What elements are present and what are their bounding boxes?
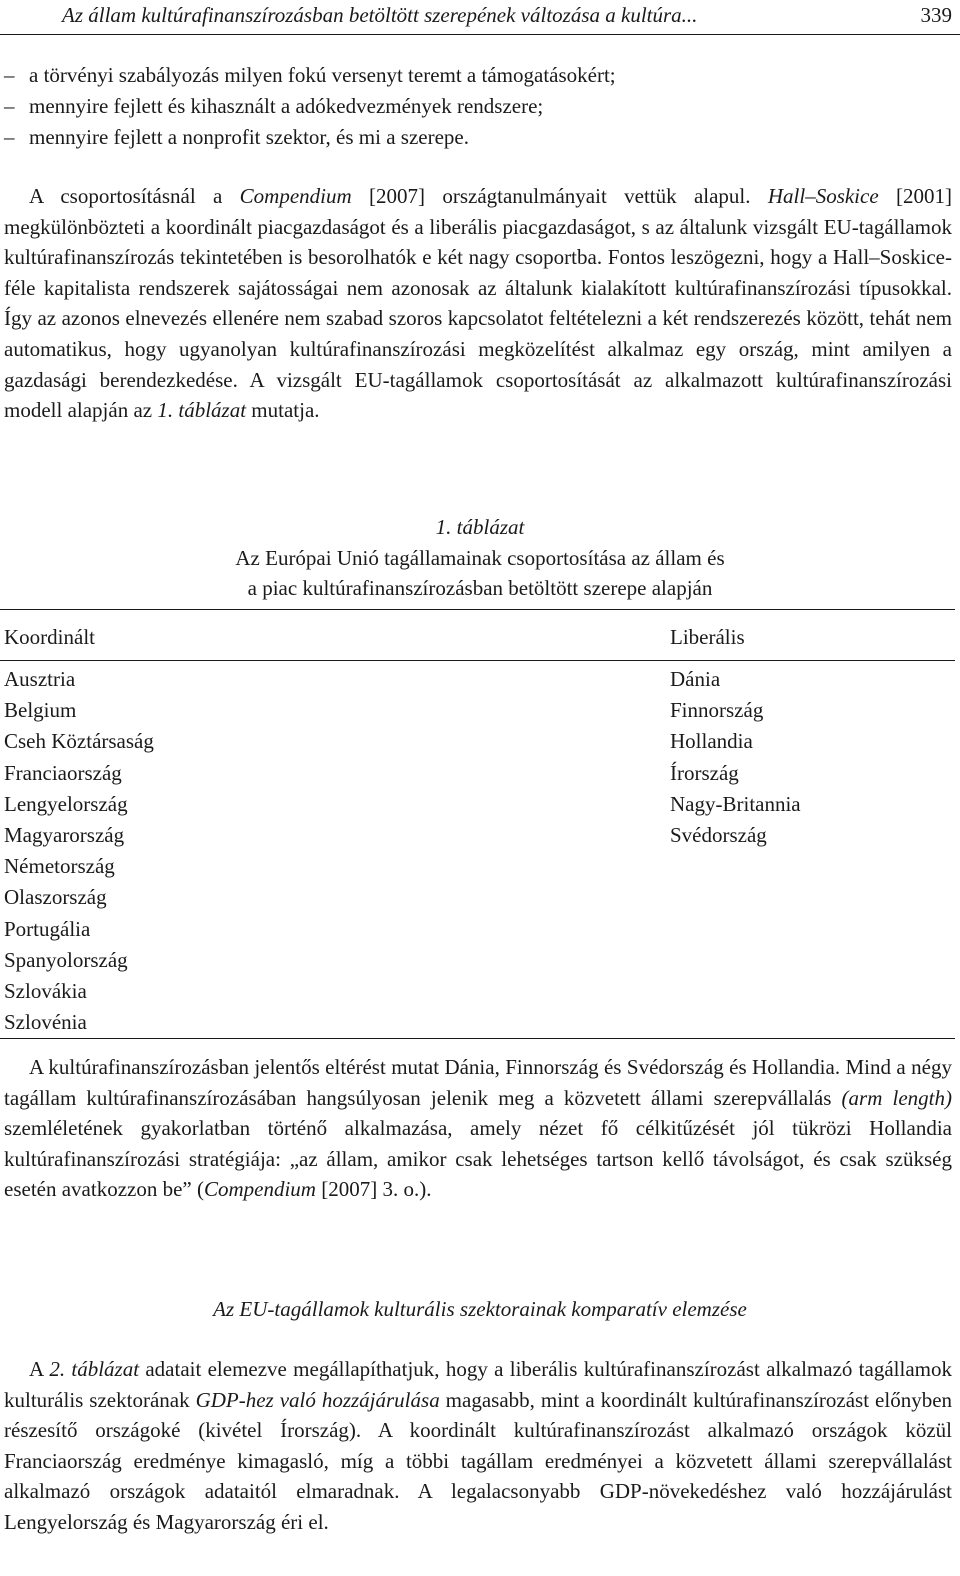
liberal-countries-list xyxy=(670,664,801,851)
table-cell-country: Szlovénia xyxy=(4,1010,87,1035)
section-heading: Az EU-tagállamok kulturális szektorainak komparatív elemzése xyxy=(213,1297,747,1321)
dash-bullet: – xyxy=(4,125,15,149)
table-reference: 2. táblázat xyxy=(49,1357,140,1381)
table-bottom-rule xyxy=(0,1038,955,1039)
list-item: – mennyire fejlett és kihasznált a adókedvezmények rendszere; xyxy=(4,91,954,122)
term-arm-length: (arm length) xyxy=(841,1085,952,1110)
page-number: 339 xyxy=(920,3,952,27)
table-cell-country: Svédország xyxy=(670,823,767,848)
criteria-list xyxy=(4,60,954,153)
coordinated-countries-list xyxy=(4,664,154,1038)
table-cell-country: Olaszország xyxy=(4,885,107,910)
table-top-rule xyxy=(0,609,955,610)
running-head xyxy=(0,0,960,35)
table-cell-country: Szlovákia xyxy=(4,979,87,1004)
table-title-line-2: a piac kultúrafinanszírozásban betöltött szerepe alapján xyxy=(247,576,713,600)
table-cell-country: Cseh Köztársaság xyxy=(4,729,154,754)
running-head-title: Az állam kultúrafinanszírozásban betöltött szerepének változása a kultúra... xyxy=(62,3,698,27)
table-cell-country: Hollandia xyxy=(670,729,753,754)
paragraph-gdp-contribution: A 2. táblázat adatait elemezve megállapíthatjuk, hogy a liberális kultúrafinanszírozást alkalmazó tagállamok kulturális szektorának GDP-hez való hozzájárulása magasabb, mint a koordinált kultúrafinanszírozást előnyben részesítő országoké (kivétel Írország). A koordinált kultúrafinanszírozást alkalmazó országok közül Franciaország eredménye kimagasló, míg a többi tagállam eredményei a közvetett állami szerepvállalást alkalmazó országok adataitól elmaradnak. A legalacsonyabb GDP-növekedéshez való hozzájárulást Lengyelország és Magyarország éri el. xyxy=(4,1357,953,1534)
citation-compendium: Compendium xyxy=(203,1177,316,1202)
table-header-rule xyxy=(0,660,955,661)
table-cell-country: Dánia xyxy=(670,667,721,691)
list-item: – a törvényi szabályozás milyen fokú versenyt teremt a támogatásokért; xyxy=(4,60,954,91)
table-cell-country: Ausztria xyxy=(4,667,76,691)
table-cell-country: Spanyolország xyxy=(4,947,128,972)
table-reference: 1. táblázat xyxy=(157,398,247,423)
list-item: – mennyire fejlett a nonprofit szektor, és mi a szerepe. xyxy=(4,122,954,153)
table-title-line-1: Az Európai Unió tagállamainak csoportosítása az állam és xyxy=(235,545,725,570)
citation-hall-soskice: Hall–Soskice xyxy=(767,184,879,208)
term-gdp-contribution: GDP-hez való hozzájárulása xyxy=(195,1387,440,1412)
citation-compendium: Compendium xyxy=(239,184,352,208)
dash-bullet: – xyxy=(4,94,15,118)
table-cell-country: Lengyelország xyxy=(4,791,128,816)
paragraph-grouping-basis: A csoportosításnál a Compendium [2007] országtanulmányait vettük alapul. Hall–Soskice [2001] megkülönbözteti a koordinált piacgazdaságot és a liberális piacgazdaságot, s az általunk vizsgált EU-tagállamok kultúrafinanszírozás tekintetében is besorolhatók e két nagy csoportba. Fontos leszögezni, hogy a Hall–Soskice-féle kapitalista rendszerek sajátosságai nem azonosak az általunk kialakított kultúrafinanszírozási típusokkal. Így az azonos elnevezés ellenére nem szabad szoros kapcsolatot feltételezni a két rendszerezés között, tehát nem automatikus, hogy ugyanolyan kultúrafinanszírozási megközelítést alkalmaz egy ország, mint amilyen a gazdasági berendezkedése. A vizsgált EU-tagállamok csoportosítását az alkalmazott kultúrafinanszírozási modell alapján az 1. táblázat mutatja. xyxy=(4,184,952,423)
column-header-liberal: Liberális xyxy=(670,625,745,649)
table-cell-country: Nagy-Britannia xyxy=(670,791,801,816)
dash-bullet: – xyxy=(4,63,15,87)
table-cell-country: Portugália xyxy=(4,916,91,941)
table-label: 1. táblázat xyxy=(435,515,525,539)
table-cell-country: Franciaország xyxy=(4,760,122,785)
table-cell-country: Írország xyxy=(670,760,739,785)
column-header-coordinated: Koordinált xyxy=(4,625,95,649)
table-caption xyxy=(0,512,960,604)
table-cell-country: Magyarország xyxy=(4,823,125,848)
table-cell-country: Németország xyxy=(4,854,115,879)
paragraph-arm-length: A kultúrafinanszírozásban jelentős eltérést mutat Dánia, Finnország és Svédország és Hollandia. Mind a négy tagállam kultúrafinanszírozásában hangsúlyosan jelenik meg a közvetett állami szerepvállalás (arm length) szemléletének gyakorlatban történő alkalmazása, amely nézet fő célkitűzését jól tükrözi Hollandia kultúrafinanszírozási stratégiája: „az állam, amikor csak lehetséges tartson kellő távolságot, és csak szükség esetén avatkozzon be” (Compendium [2007] 3. o.). xyxy=(4,1055,952,1202)
table-cell-country: Belgium xyxy=(4,698,77,723)
table-cell-country: Finnország xyxy=(670,698,764,723)
